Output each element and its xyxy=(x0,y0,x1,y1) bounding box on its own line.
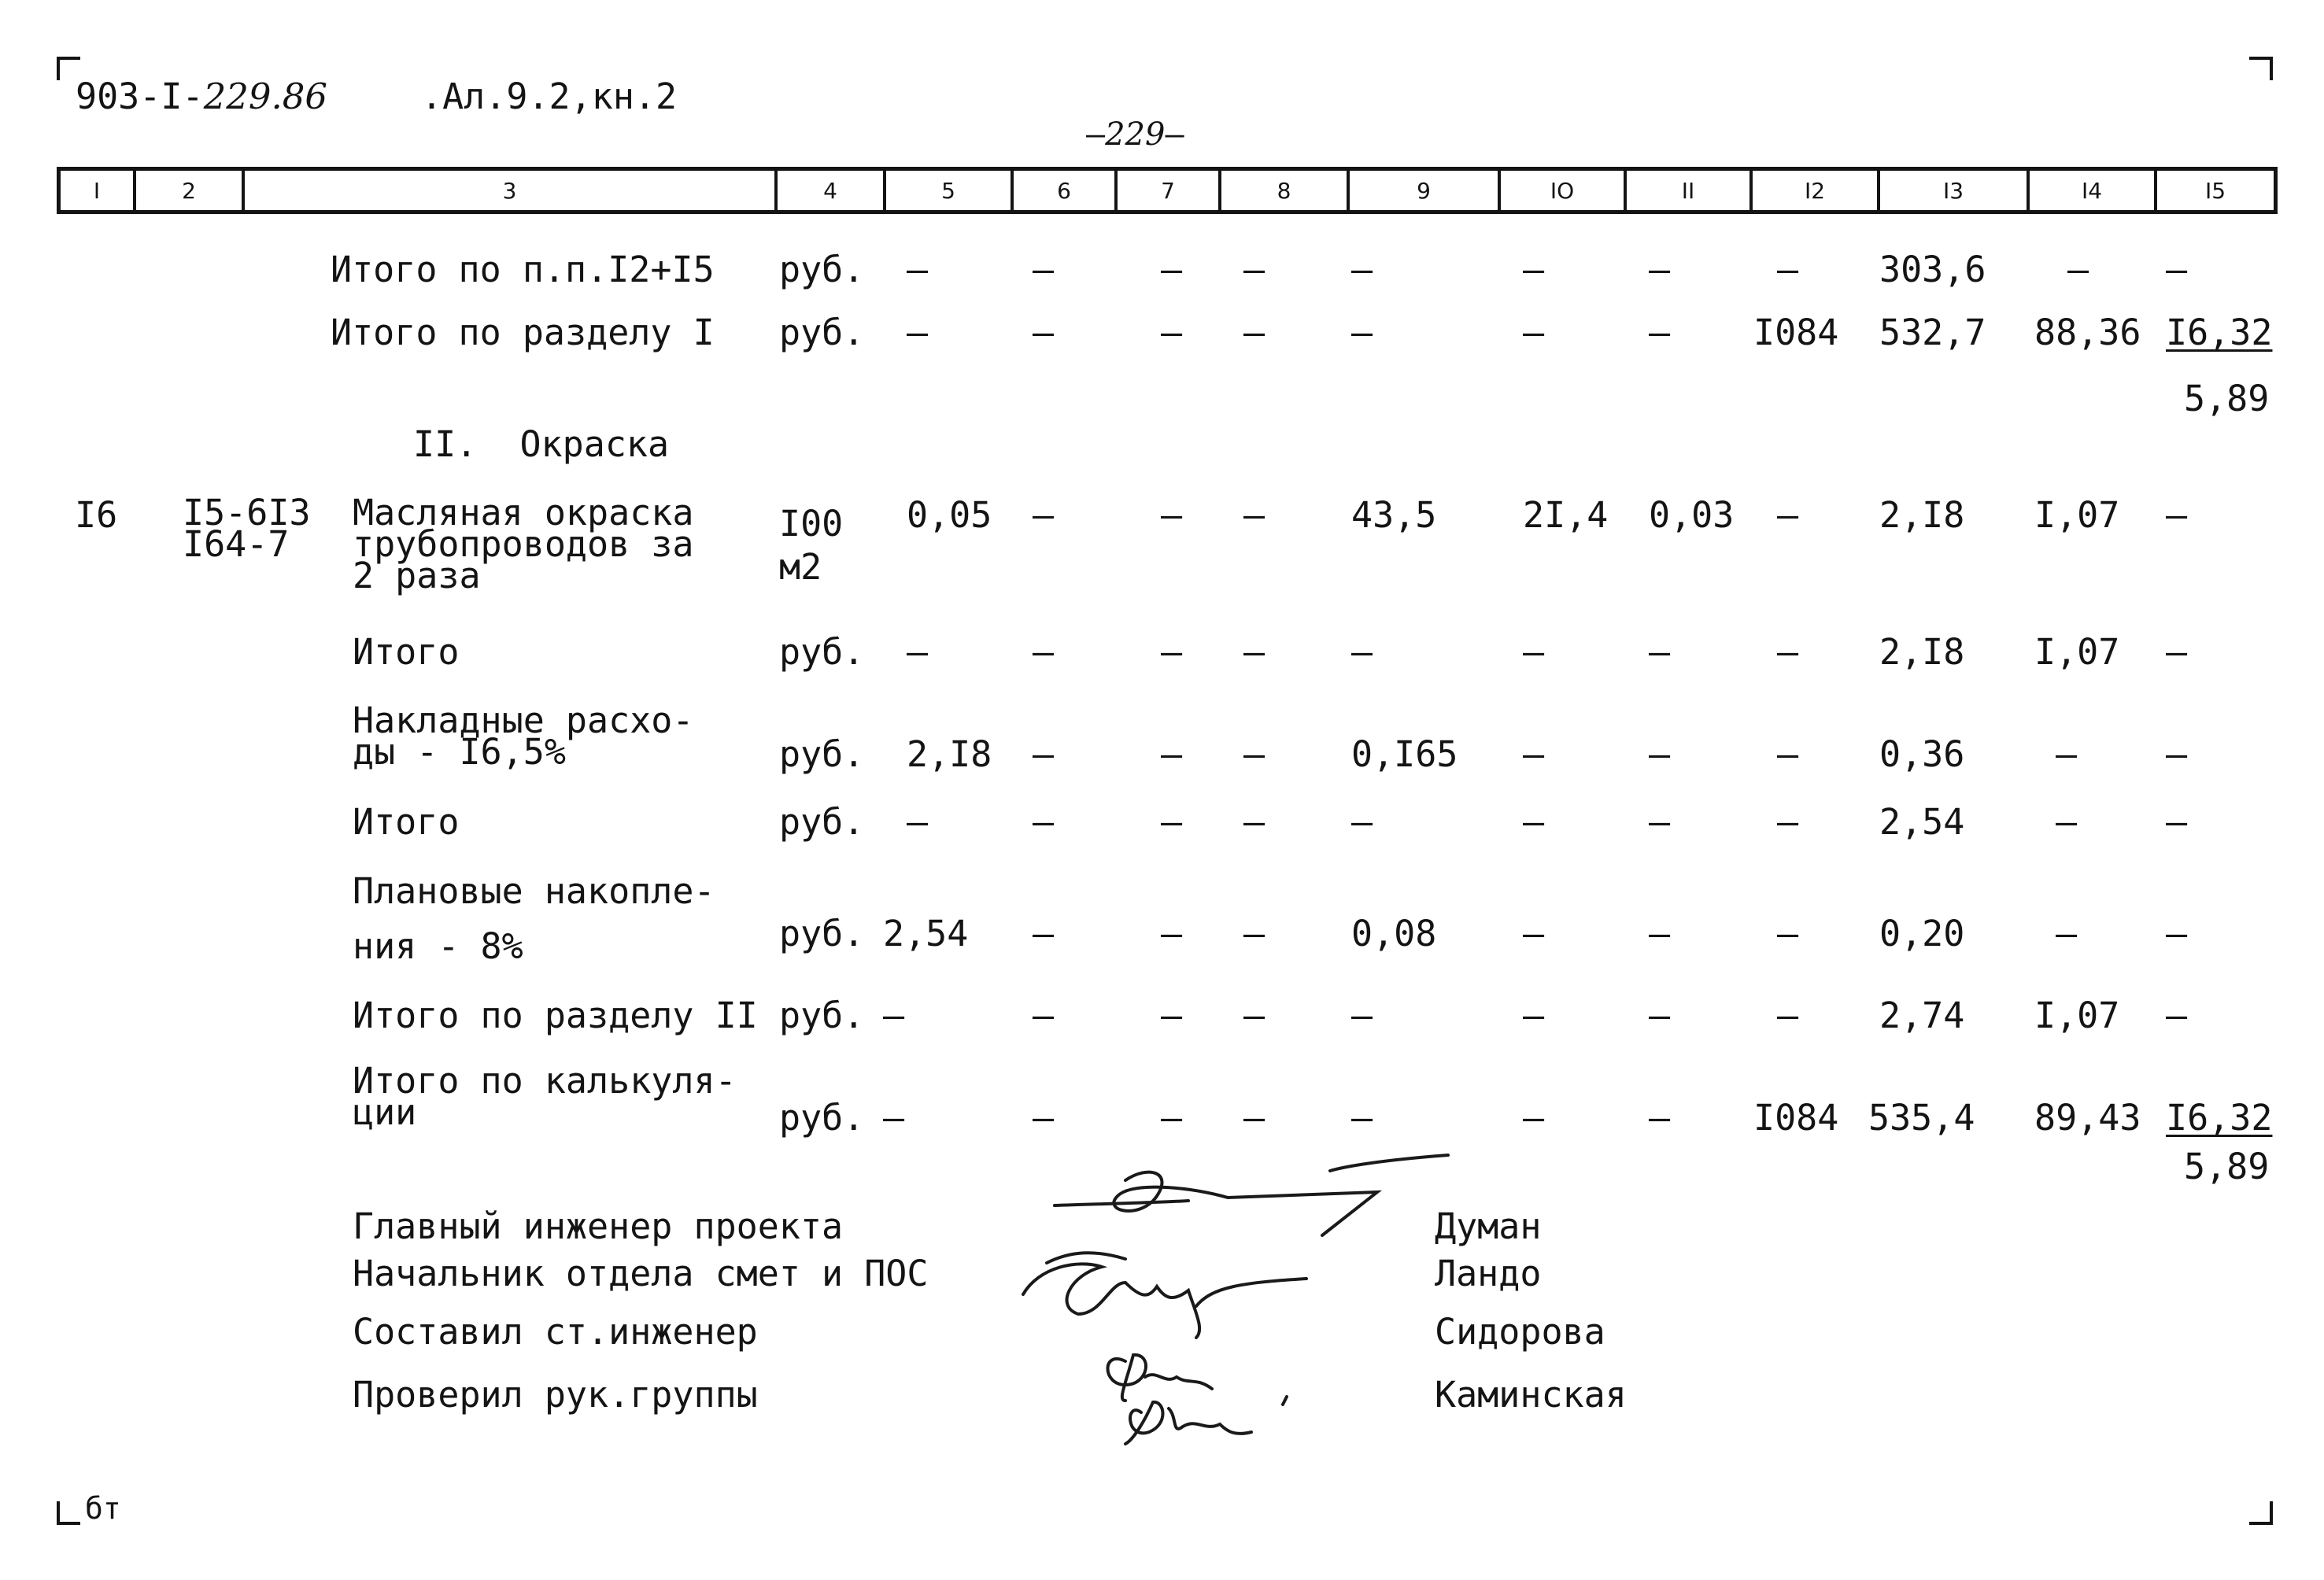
cell-col14: I,07 xyxy=(2034,631,2120,673)
document-code-prefix: 903-I- xyxy=(76,76,204,117)
cell-col14: – xyxy=(2056,801,2078,843)
cell-col13: 2,74 xyxy=(1879,995,1965,1036)
cell-col14: I,07 xyxy=(2034,494,2120,536)
cell-col7: – xyxy=(1161,631,1183,673)
document-code-handwritten: 229.86 xyxy=(203,76,328,117)
cell-col15: I6,32 xyxy=(2166,1097,2273,1139)
corner-mark-bottom-right xyxy=(2249,1501,2273,1525)
row-name: Итого xyxy=(353,631,460,673)
column-header-9: 9 xyxy=(1347,171,1498,210)
cell-col11: – xyxy=(1649,801,1671,843)
cell-col12: – xyxy=(1777,801,1799,843)
cell-col8: – xyxy=(1243,733,1265,775)
column-header-4: 4 xyxy=(774,171,883,210)
column-header-8: 8 xyxy=(1218,171,1347,210)
cell-col14: I,07 xyxy=(2034,995,2120,1036)
cell-col15: – xyxy=(2166,494,2188,536)
cell-col9: – xyxy=(1351,801,1373,843)
cell-col15: – xyxy=(2166,631,2188,673)
row-unit: руб. xyxy=(779,312,865,353)
row-unit: руб. xyxy=(779,913,865,954)
cell-col15: – xyxy=(2166,733,2188,775)
column-header-14: I4 xyxy=(2027,171,2154,210)
cell-col14: – xyxy=(2056,913,2078,954)
cell-col8: – xyxy=(1243,801,1265,843)
column-header-2: 2 xyxy=(133,171,242,210)
cell-col13: 2,I8 xyxy=(1879,631,1965,673)
cell-col9: 43,5 xyxy=(1351,494,1437,536)
cell-col5: – xyxy=(907,249,929,290)
cell-col5: – xyxy=(883,995,905,1036)
cell-col10: – xyxy=(1523,913,1545,954)
signature-role: Составил ст.инженер xyxy=(353,1311,758,1353)
cell-col12: – xyxy=(1777,913,1799,954)
cell-col15: I6,32 xyxy=(2166,312,2273,353)
signature-name: Ландо xyxy=(1435,1253,1542,1294)
column-header-row xyxy=(57,167,2278,214)
signature-name: Сидорова xyxy=(1435,1311,1605,1353)
cell-col13: 303,6 xyxy=(1879,249,1986,290)
cell-col8: – xyxy=(1243,312,1265,353)
signature-name: Каминская xyxy=(1435,1374,1627,1416)
cell-col13: 0,36 xyxy=(1879,733,1965,775)
cell-col6: – xyxy=(1033,494,1055,536)
cell-col7: – xyxy=(1161,249,1183,290)
row-unit: руб. xyxy=(779,1097,865,1139)
row-unit: I00 м2 xyxy=(779,503,844,588)
cell-col11: – xyxy=(1649,249,1671,290)
cell-col11: – xyxy=(1649,733,1671,775)
row-unit: руб. xyxy=(779,631,865,673)
cell-col7: – xyxy=(1161,1097,1183,1139)
corner-mark-top-right xyxy=(2249,57,2273,80)
cell-col13: 2,I8 xyxy=(1879,494,1965,536)
cell-col12: – xyxy=(1777,995,1799,1036)
cell-col11: – xyxy=(1649,312,1671,353)
cell-col8: – xyxy=(1243,631,1265,673)
cell-col10: – xyxy=(1523,733,1545,775)
row-name: Накладные расхо- ды - I6,5% xyxy=(353,700,694,773)
cell-col8: – xyxy=(1243,913,1265,954)
cell-col13: 0,20 xyxy=(1879,913,1965,954)
cell-col7: – xyxy=(1161,733,1183,775)
cell-col13: 532,7 xyxy=(1879,312,1986,353)
cell-col11: – xyxy=(1649,631,1671,673)
album-reference: .Ал.9.2,кн.2 xyxy=(421,76,678,117)
section-title: II. Окраска xyxy=(413,423,670,465)
cell-col7: – xyxy=(1161,801,1183,843)
cell-col7: – xyxy=(1161,913,1183,954)
cell-col12: – xyxy=(1777,249,1799,290)
signature-role: Главный инженер проекта xyxy=(353,1205,844,1247)
cell-col6: – xyxy=(1033,913,1055,954)
row-name: Плановые накопле- ния - 8% xyxy=(353,870,715,967)
cell-col12: – xyxy=(1777,494,1799,536)
cell-col9: – xyxy=(1351,631,1373,673)
column-header-3: 3 xyxy=(242,171,774,210)
cell-col9: – xyxy=(1351,1097,1373,1139)
row-name: Итого по разделу II xyxy=(353,995,758,1036)
cell-col11: – xyxy=(1649,995,1671,1036)
cell-col6: – xyxy=(1033,312,1055,353)
cell-col6: – xyxy=(1033,733,1055,775)
cell-col12: I084 xyxy=(1753,312,1839,353)
cell-col6: – xyxy=(1033,801,1055,843)
signature-role: Начальник отдела смет и ПОС xyxy=(353,1253,929,1294)
signature-name: Думан xyxy=(1435,1205,1542,1247)
cell-col9: 0,I65 xyxy=(1351,733,1458,775)
cell-col8: – xyxy=(1243,249,1265,290)
cell-col8: – xyxy=(1243,995,1265,1036)
cell-col5: 0,05 xyxy=(907,494,992,536)
cell-col8: – xyxy=(1243,494,1265,536)
cell-col7: – xyxy=(1161,312,1183,353)
column-header-7: 7 xyxy=(1114,171,1218,210)
cell-col6: – xyxy=(1033,1097,1055,1139)
cell-col6: – xyxy=(1033,631,1055,673)
row-code: I5-6I3 I64-7 xyxy=(183,492,311,565)
cell-col5: 2,54 xyxy=(883,913,969,954)
cell-col5: – xyxy=(907,801,929,843)
cell-col12: I084 xyxy=(1753,1097,1839,1139)
cell-col9: – xyxy=(1351,249,1373,290)
cell-col15: – xyxy=(2166,913,2188,954)
cell-col10: – xyxy=(1523,249,1545,290)
row-name: Итого по калькуля- ции xyxy=(353,1060,737,1133)
footer-mark: бт xyxy=(85,1491,121,1526)
row-unit: руб. xyxy=(779,249,865,290)
cell-col10: – xyxy=(1523,312,1545,353)
cell-col10: – xyxy=(1523,631,1545,673)
corner-mark-bottom-left xyxy=(57,1501,80,1525)
cell-col7: – xyxy=(1161,995,1183,1036)
row-unit: руб. xyxy=(779,733,865,775)
cell-col10: – xyxy=(1523,801,1545,843)
cell-col15-sub: 5,89 xyxy=(2184,1146,2270,1187)
cell-col15-sub: 5,89 xyxy=(2184,378,2270,419)
column-header-11: II xyxy=(1624,171,1749,210)
cell-col12: – xyxy=(1777,631,1799,673)
cell-col15: – xyxy=(2166,801,2188,843)
document-code xyxy=(76,76,328,117)
column-header-13: I3 xyxy=(1877,171,2027,210)
cell-col5: – xyxy=(883,1097,905,1139)
cell-col12: – xyxy=(1777,733,1799,775)
cell-col15: – xyxy=(2166,249,2188,290)
column-header-6: 6 xyxy=(1011,171,1114,210)
cell-col5: 2,I8 xyxy=(907,733,992,775)
handwritten-signatures xyxy=(1007,1149,1464,1448)
column-header-5: 5 xyxy=(883,171,1011,210)
row-name: Масляная окраска трубопроводов за 2 раза xyxy=(353,492,694,596)
cell-col11: 0,03 xyxy=(1649,494,1735,536)
cell-col8: – xyxy=(1243,1097,1265,1139)
row-number: I6 xyxy=(75,494,118,536)
signature-role: Проверил рук.группы xyxy=(353,1374,758,1416)
cell-col11: – xyxy=(1649,1097,1671,1139)
column-header-1: I xyxy=(93,177,101,204)
cell-col10: 2I,4 xyxy=(1523,494,1609,536)
cell-col15: – xyxy=(2166,995,2188,1036)
cell-col7: – xyxy=(1161,494,1183,536)
column-header-12: I2 xyxy=(1749,171,1877,210)
cell-col14: 88,36 xyxy=(2034,312,2141,353)
row-unit: руб. xyxy=(779,995,865,1036)
row-name: Итого xyxy=(353,801,460,843)
cell-col6: – xyxy=(1033,995,1055,1036)
cell-col9: 0,08 xyxy=(1351,913,1437,954)
row-unit: руб. xyxy=(779,801,865,843)
cell-col6: – xyxy=(1033,249,1055,290)
cell-col14: – xyxy=(2067,249,2089,290)
row-name: Итого по п.п.I2+I5 xyxy=(331,249,715,290)
row-name: Итого по разделу I xyxy=(331,312,715,353)
cell-col10: – xyxy=(1523,1097,1545,1139)
cell-col10: – xyxy=(1523,995,1545,1036)
cell-col11: – xyxy=(1649,913,1671,954)
cell-col14: 89,43 xyxy=(2034,1097,2141,1139)
column-header-15: I5 xyxy=(2154,171,2274,210)
cell-col9: – xyxy=(1351,312,1373,353)
cell-col14: – xyxy=(2056,733,2078,775)
cell-col13: 535,4 xyxy=(1868,1097,1975,1139)
cell-col13: 2,54 xyxy=(1879,801,1965,843)
cell-col5: – xyxy=(907,631,929,673)
cell-col5: – xyxy=(907,312,929,353)
cell-col9: – xyxy=(1351,995,1373,1036)
page-number: —229— xyxy=(1086,116,1184,153)
column-header-10: IO xyxy=(1498,171,1624,210)
